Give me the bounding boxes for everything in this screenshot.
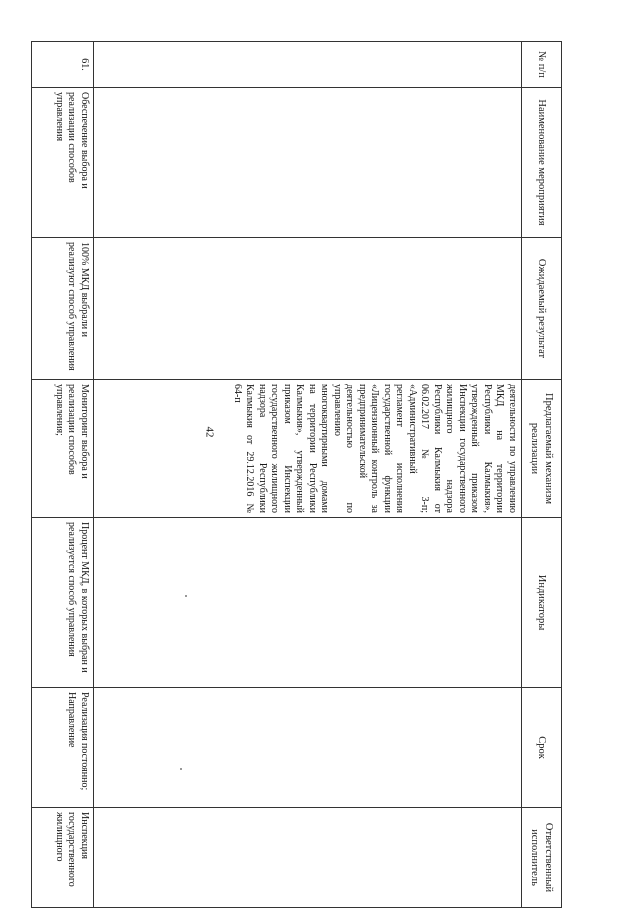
header-mechanism: Предлагаемый механизм реализации — [522, 380, 562, 518]
header-expected-result: Ожидаемый результат — [522, 238, 562, 380]
cell-responsible: Инспекция государственного жилищного — [32, 808, 94, 908]
header-responsible: Ответственный исполнитель — [522, 808, 562, 908]
header-deadline: Срок — [522, 688, 562, 808]
header-num: № п/п — [522, 42, 562, 88]
measures-table — [31, 41, 562, 908]
table-row — [94, 42, 522, 908]
header-event-name: Наименование мероприятия — [522, 88, 562, 238]
cell-responsible — [94, 808, 522, 908]
cell-num — [94, 42, 522, 88]
cell-mechanism: Мониторинг выбора и реализации способов управления; — [32, 380, 94, 518]
cell-indicators — [94, 518, 522, 688]
cell-num: 61. — [32, 42, 94, 88]
cell-event-name: Обеспечение выбора и реализации способов управления — [32, 88, 94, 238]
table-row — [32, 42, 94, 908]
cell-event-name — [94, 88, 522, 238]
table-header-row — [522, 42, 562, 908]
cell-expected-result — [94, 238, 522, 380]
cell-mechanism: деятельности по управлению МКД на территории Республики Калмыкия», утвержденный приказом Инспекции государственного жилищного надзора Республики Калмыкия от 06.02.2017 № 3-п; «Административный регламент исполнения государственной функции «Лицензионный контроль за предпринимательской деятельностью по управлению многоквартирными домами на территории Республики Калмыкия», утвержденный приказом Инспекции государственного жилищного надзора Республики Калмыкия от 29.12.2016 № 64-п — [94, 380, 522, 518]
cell-expected-result: 100% МКД выбрали и реализуют способ управления — [32, 238, 94, 380]
header-indicators: Индикаторы — [522, 518, 562, 688]
rotated-table-container — [32, 41, 562, 907]
page-number: 42 — [203, 426, 216, 438]
cell-deadline — [94, 688, 522, 808]
cell-deadline: Реализация постоянно; Направление — [32, 688, 94, 808]
cell-indicators: Процент МКД, в которых выбран и реализуется способ управления — [32, 518, 94, 688]
